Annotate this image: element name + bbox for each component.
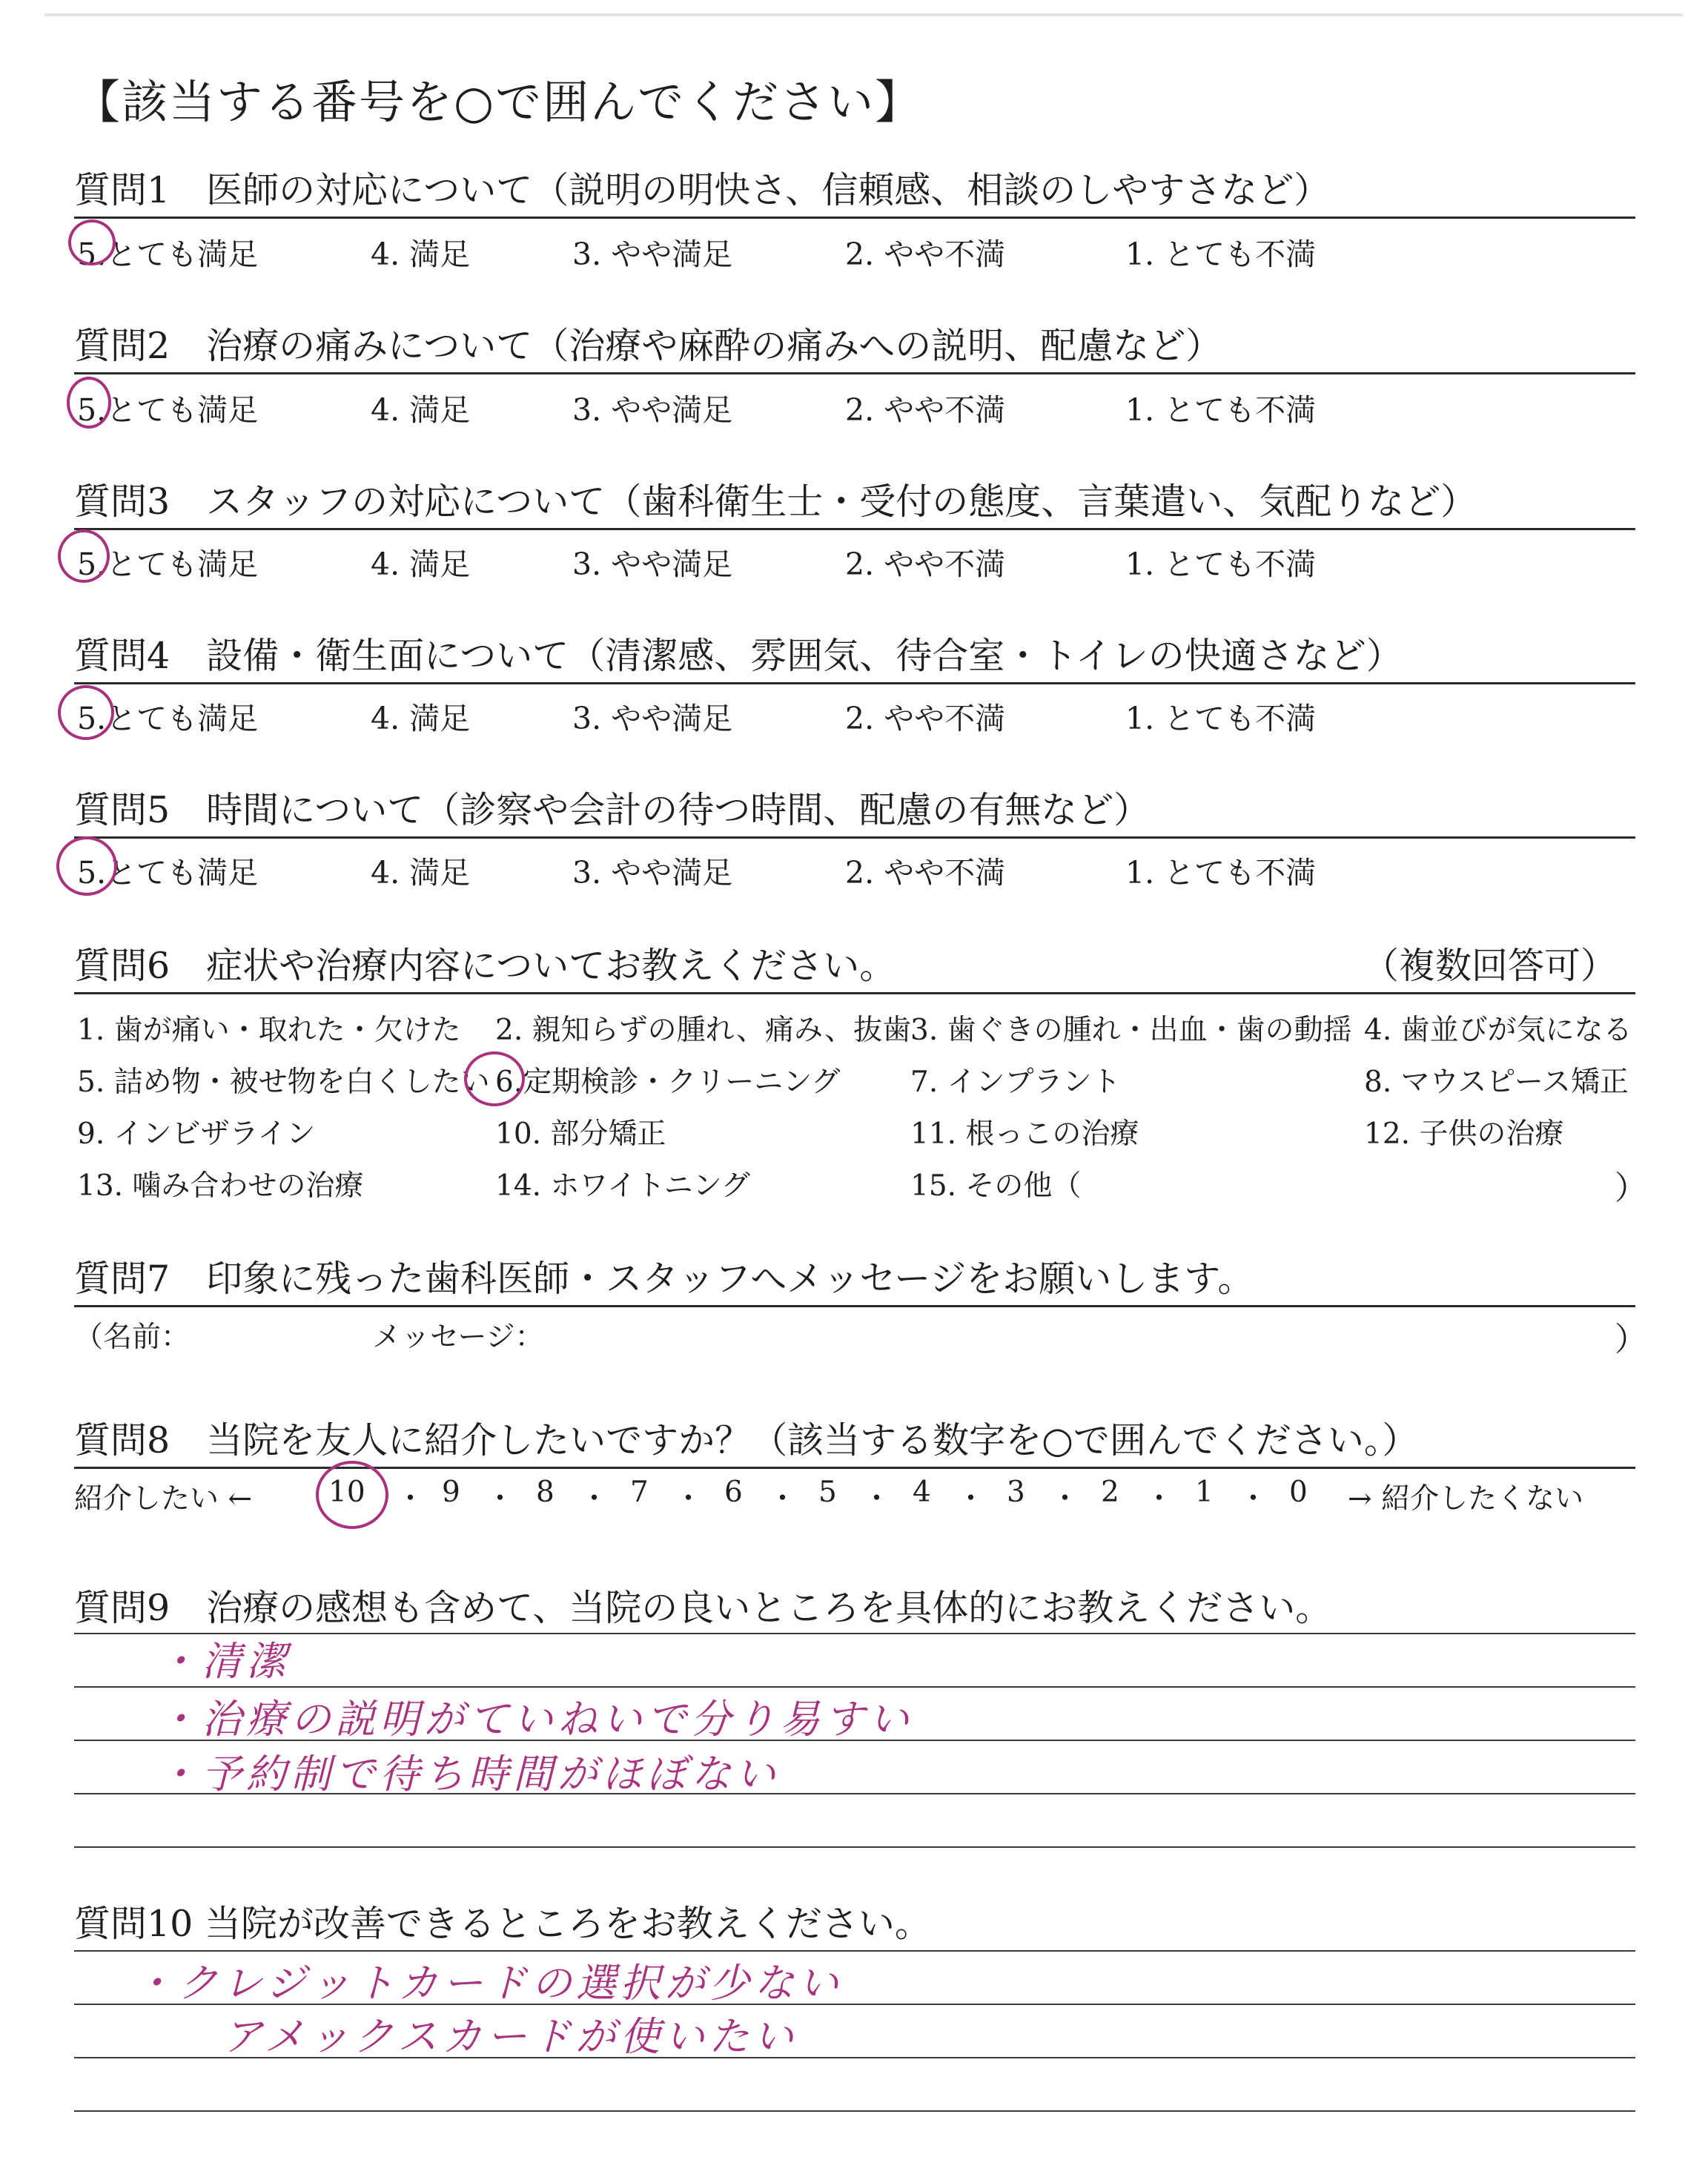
question-5-title: 質問5 時間について（診察や会計の待つ時間、配慮の有無など） bbox=[74, 789, 1151, 831]
option-5[interactable]: 5.とても満足 bbox=[77, 392, 259, 428]
scale-9[interactable]: 9 bbox=[442, 1476, 460, 1509]
option-1[interactable]: 1. とても不満 bbox=[1125, 237, 1317, 272]
q6-item[interactable]: 3. 歯ぐきの腫れ・出血・歯の動揺 bbox=[910, 1014, 1352, 1047]
selection-circle bbox=[464, 1051, 525, 1106]
q6-item[interactable]: 9. インビザライン bbox=[77, 1117, 316, 1151]
question-7-title: 質問7 印象に残った歯科医師・スタッフへメッセージをお願いします。 bbox=[74, 1258, 1254, 1300]
option-2[interactable]: 2. やや不満 bbox=[845, 701, 1006, 736]
option-4[interactable]: 4. 満足 bbox=[371, 546, 471, 582]
q6-item[interactable]: 7. インプラント bbox=[910, 1066, 1121, 1099]
selection-circle bbox=[58, 685, 114, 740]
question-6-note: （複数回答可） bbox=[1363, 945, 1618, 987]
scale-3[interactable]: 3 bbox=[1007, 1476, 1025, 1509]
scale-2[interactable]: 2 bbox=[1101, 1476, 1119, 1509]
option-3[interactable]: 3. やや満足 bbox=[572, 855, 733, 891]
q6-item[interactable]: 4. 歯並びが気になる bbox=[1364, 1014, 1632, 1047]
option-4[interactable]: 4. 満足 bbox=[371, 701, 471, 736]
option-4[interactable]: 4. 満足 bbox=[371, 392, 471, 428]
option-5[interactable]: 5.とても満足 bbox=[77, 701, 259, 736]
question-3-title: 質問3 スタッフの対応について（歯科衛生士・受付の態度、言葉遣い、気配りなど） bbox=[74, 480, 1477, 523]
q8-left-label: 紹介したい ← bbox=[74, 1482, 253, 1516]
q6-item[interactable]: 1. 歯が痛い・取れた・欠けた bbox=[77, 1014, 461, 1047]
question-3-rule bbox=[74, 528, 1635, 530]
selection-circle bbox=[56, 836, 117, 896]
question-10-title: 質問10 当院が改善できるところをお教えください。 bbox=[74, 1903, 931, 1945]
question-4-title: 質問4 設備・衛生面について（清潔感、雰囲気、待合室・トイレの快適さなど） bbox=[74, 635, 1403, 677]
q7-name-label: （名前： bbox=[74, 1321, 191, 1354]
page-title: 【該当する番号を○で囲んでください】 bbox=[74, 75, 923, 129]
question-6-rule bbox=[74, 992, 1635, 994]
question-2-rule bbox=[74, 372, 1635, 374]
option-2[interactable]: 2. やや不満 bbox=[845, 237, 1006, 272]
handwritten-answer: ・清潔 bbox=[157, 1638, 291, 1685]
scale-7[interactable]: 7 bbox=[630, 1476, 649, 1509]
option-1[interactable]: 1. とても不満 bbox=[1125, 701, 1317, 736]
question-1-title: 質問1 医師の対応について（説明の明快さ、信頼感、相談のしやすさなど） bbox=[74, 169, 1331, 211]
scale-separator: ・ bbox=[486, 1482, 515, 1516]
selection-circle bbox=[316, 1461, 388, 1529]
q6-item[interactable]: 10. 部分矯正 bbox=[495, 1117, 666, 1151]
q6-item[interactable]: 11. 根っこの治療 bbox=[910, 1117, 1139, 1151]
q6-item[interactable]: 14. ホワイトニング bbox=[495, 1169, 750, 1203]
handwritten-answer: ・治療の説明がていねいで分り易すい bbox=[157, 1696, 913, 1743]
q6-item[interactable]: 13. 噛み合わせの治療 bbox=[77, 1169, 364, 1203]
scale-0[interactable]: 0 bbox=[1289, 1476, 1308, 1509]
option-1[interactable]: 1. とても不満 bbox=[1125, 855, 1317, 891]
question-1-rule bbox=[74, 217, 1635, 219]
scale-separator: ・ bbox=[396, 1482, 426, 1516]
scan-edge bbox=[44, 13, 1683, 16]
option-1[interactable]: 1. とても不満 bbox=[1125, 546, 1317, 582]
scale-separator: ・ bbox=[674, 1482, 704, 1516]
scale-4[interactable]: 4 bbox=[913, 1476, 931, 1509]
option-3[interactable]: 3. やや満足 bbox=[572, 392, 733, 428]
selection-circle bbox=[67, 377, 111, 429]
option-5[interactable]: 5.とても満足 bbox=[77, 237, 259, 272]
question-2-title: 質問2 治療の痛みについて（治療や麻酔の痛みへの説明、配慮など） bbox=[74, 325, 1222, 367]
scale-separator: ・ bbox=[956, 1482, 986, 1516]
handwritten-answer: ・予約制で待ち時間がほぼない bbox=[157, 1751, 780, 1797]
option-5[interactable]: 5.とても満足 bbox=[77, 546, 259, 582]
option-2[interactable]: 2. やや不満 bbox=[845, 546, 1006, 582]
question-8-rule bbox=[74, 1467, 1635, 1469]
handwritten-answer: アメックスカードが使いたい bbox=[222, 2013, 798, 2060]
option-4[interactable]: 4. 満足 bbox=[371, 855, 471, 891]
selection-circle bbox=[58, 529, 110, 583]
scale-separator: ・ bbox=[1145, 1482, 1174, 1516]
answer-line bbox=[74, 1633, 1635, 1634]
option-5[interactable]: 5.とても満足 bbox=[77, 855, 259, 891]
question-9-title: 質問9 治療の感想も含めて、当院の良いところを具体的にお教えください。 bbox=[74, 1587, 1332, 1629]
question-4-rule bbox=[74, 682, 1635, 684]
scale-5[interactable]: 5 bbox=[818, 1476, 837, 1509]
scale-separator: ・ bbox=[768, 1482, 798, 1516]
q7-close-paren: ） bbox=[1615, 1321, 1647, 1358]
handwritten-answer: ・クレジットカードの選択が少ない bbox=[133, 1960, 844, 2007]
option-1[interactable]: 1. とても不満 bbox=[1125, 392, 1317, 428]
answer-line bbox=[74, 1846, 1635, 1848]
q6-item[interactable]: 15. その他（ bbox=[910, 1169, 1082, 1203]
selection-circle bbox=[68, 219, 116, 265]
q6-item[interactable]: 12. 子供の治療 bbox=[1364, 1117, 1564, 1151]
option-3[interactable]: 3. やや満足 bbox=[572, 701, 733, 736]
question-5-rule bbox=[74, 836, 1635, 839]
q7-message-label: メッセージ： bbox=[372, 1321, 544, 1354]
scale-10[interactable]: 10 bbox=[328, 1476, 365, 1509]
answer-line bbox=[74, 2110, 1635, 2112]
q8-right-label: → 紹介したくない bbox=[1348, 1482, 1584, 1516]
option-3[interactable]: 3. やや満足 bbox=[572, 237, 733, 272]
scale-separator: ・ bbox=[1050, 1482, 1080, 1516]
q6-item[interactable]: 5. 詰め物・被せ物を白くしたい bbox=[77, 1066, 490, 1099]
scale-1[interactable]: 1 bbox=[1195, 1476, 1214, 1509]
q6-item[interactable]: 6.定期検診・クリーニング bbox=[495, 1066, 841, 1099]
scale-8[interactable]: 8 bbox=[536, 1476, 555, 1509]
scale-separator: ・ bbox=[862, 1482, 892, 1516]
option-2[interactable]: 2. やや不満 bbox=[845, 855, 1006, 891]
q6-other-close: ） bbox=[1615, 1169, 1647, 1207]
scale-separator: ・ bbox=[1239, 1482, 1268, 1516]
scale-6[interactable]: 6 bbox=[724, 1476, 743, 1509]
option-2[interactable]: 2. やや不満 bbox=[845, 392, 1006, 428]
question-6-title: 質問6 症状や治療内容についてお教えください。 bbox=[74, 945, 896, 987]
option-4[interactable]: 4. 満足 bbox=[371, 237, 471, 272]
scale-separator: ・ bbox=[580, 1482, 609, 1516]
option-3[interactable]: 3. やや満足 bbox=[572, 546, 733, 582]
question-7-rule bbox=[74, 1305, 1635, 1307]
q6-item[interactable]: 8. マウスピース矯正 bbox=[1364, 1066, 1629, 1099]
question-8-title: 質問8 当院を友人に紹介したいですか？（該当する数字を○で囲んでください。） bbox=[74, 1419, 1419, 1462]
q6-item[interactable]: 2. 親知らずの腫れ、痛み、抜歯 bbox=[495, 1014, 912, 1047]
